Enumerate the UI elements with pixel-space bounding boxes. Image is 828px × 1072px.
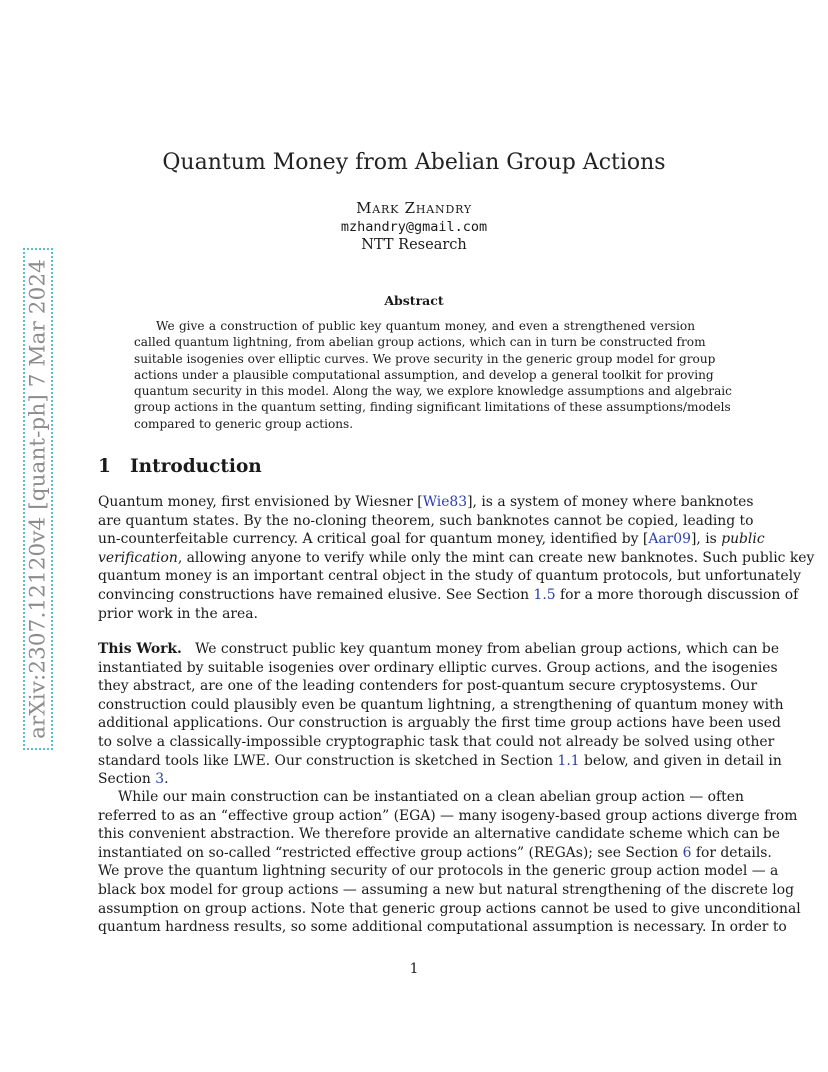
abstract-line: We give a construction of public key quantum money, and even a strengthened version bbox=[156, 319, 695, 333]
paragraph-line: to solve a classically-impossible cryptographic task that could not already be solved using other bbox=[98, 733, 775, 750]
abstract-line: quantum security in this model. Along the way, we explore knowledge assumptions and algebraic bbox=[134, 384, 732, 399]
paragraph-line bbox=[98, 493, 754, 512]
text-run: ], is bbox=[690, 531, 722, 548]
text-run: Quantum money, first envisioned by Wiesner [ bbox=[98, 494, 423, 510]
author-affiliation: NTT Research bbox=[361, 237, 467, 253]
paragraph-line bbox=[98, 530, 765, 549]
section-number: 1 bbox=[98, 456, 111, 477]
section-link-3[interactable]: 3 bbox=[155, 771, 165, 788]
section-title: Introduction bbox=[130, 456, 262, 477]
abstract-line: compared to generic group actions. bbox=[134, 416, 354, 431]
text-run: below, and given in detail in bbox=[579, 752, 782, 769]
paragraph-line: quantum money is an important central object in the study of quantum protocols, but unfortunately bbox=[98, 568, 801, 585]
paragraph-line: prior work in the area. bbox=[98, 605, 258, 622]
paragraph-line bbox=[98, 586, 799, 605]
emphasis-text: verification bbox=[98, 549, 178, 566]
text-run: for a more thorough discussion of bbox=[555, 586, 799, 603]
text-run: , allowing anyone to verify while only the mint can create new banknotes. Such public key bbox=[177, 549, 815, 566]
page-number: 1 bbox=[409, 961, 419, 977]
paragraph-line bbox=[98, 844, 772, 863]
paragraph-line: they abstract, are one of the leading contenders for post-quantum secure cryptosystems. Our bbox=[98, 678, 758, 695]
abstract-body bbox=[134, 318, 732, 432]
text-run: standard tools like LWE. Our construction is sketched in Section bbox=[98, 752, 558, 769]
abstract-heading: Abstract bbox=[384, 293, 444, 308]
arxiv-identifier-stamp[interactable]: arXiv:2307.12120v4 [quant-ph] 7 Mar 2024 bbox=[25, 259, 51, 739]
text-run: un-counterfeitable currency. A critical goal for quantum money, identified by [ bbox=[98, 531, 649, 548]
text-run: convincing constructions have remained elusive. See Section bbox=[98, 586, 534, 603]
abstract-line: actions under a plausible computational assumption, and develop a general toolkit for proving bbox=[134, 367, 714, 382]
paragraph-line: referred to as an “effective group action” (EGA) — many isogeny-based group actions diverge from bbox=[98, 807, 798, 824]
abstract-line: suitable isogenies over elliptic curves. We prove security in the generic group model for group bbox=[134, 351, 716, 366]
abstract-line: group actions in the quantum setting, finding significant limitations of these assumptions/models bbox=[134, 400, 731, 415]
citation-link-aar09[interactable]: Aar09 bbox=[648, 531, 691, 548]
paragraph-line bbox=[98, 752, 782, 771]
paragraph-line: construction could plausibly even be quantum lightning, a strengthening of quantum money with bbox=[98, 696, 784, 713]
section-heading bbox=[98, 456, 262, 477]
section-link-1-5[interactable]: 1.5 bbox=[533, 586, 556, 603]
paragraph-this-work bbox=[98, 640, 784, 789]
paragraph-line bbox=[98, 770, 730, 789]
author-email[interactable]: mzhandry@gmail.com bbox=[340, 219, 488, 235]
emphasis-text: public bbox=[721, 531, 765, 548]
text-run: for details. bbox=[691, 844, 772, 861]
citation-link-wie83[interactable]: Wie83 bbox=[422, 494, 468, 510]
text-run: . bbox=[164, 771, 169, 788]
paragraph-line: assumption on group actions. Note that generic group actions cannot be used to give unconditional bbox=[98, 900, 801, 917]
paragraph-main-construction bbox=[98, 788, 801, 937]
paragraph-line: are quantum states. By the no-cloning theorem, such banknotes cannot be copied, leading to bbox=[98, 512, 754, 529]
paragraph-line: black box model for group actions — assuming a new but natural strengthening of the discrete log bbox=[98, 881, 794, 898]
run-in-heading: This Work. bbox=[98, 641, 182, 657]
section-link-1-1[interactable]: 1.1 bbox=[557, 752, 580, 769]
paragraph-line bbox=[98, 549, 815, 568]
paragraph-line: quantum hardness results, so some additional computational assumption is necessary. In order to bbox=[98, 919, 787, 936]
paragraph-line: instantiated by suitable isogenies over ordinary elliptic curves. Group actions, and the isogenies bbox=[98, 659, 778, 676]
text-run: We construct public key quantum money from abelian group actions, which can be bbox=[195, 641, 780, 657]
paragraph-intro bbox=[98, 493, 815, 623]
paragraph-line: We prove the quantum lightning security of our protocols in the generic group action model — a bbox=[98, 863, 779, 880]
text-run: Section bbox=[98, 771, 156, 788]
paragraph-line: this convenient abstraction. We therefore provide an alternative candidate scheme which can be bbox=[98, 826, 780, 843]
text-run: instantiated on so-called “restricted effective group actions” (REGAs); see Section bbox=[98, 844, 683, 861]
paragraph-line bbox=[98, 640, 780, 659]
text-run: ], is a system of money where banknotes bbox=[467, 494, 754, 510]
paper-title: Quantum Money from Abelian Group Actions bbox=[162, 150, 666, 175]
paragraph-line: While our main construction can be instantiated on a clean abelian group action — often bbox=[118, 789, 744, 805]
section-link-6[interactable]: 6 bbox=[682, 844, 692, 861]
author-name: Mark Zhandry bbox=[356, 199, 472, 217]
abstract-line: called quantum lightning, from abelian group actions, which can in turn be constructed from bbox=[134, 335, 706, 350]
paragraph-line: additional applications. Our construction is arguably the first time group actions have been used bbox=[98, 715, 781, 732]
